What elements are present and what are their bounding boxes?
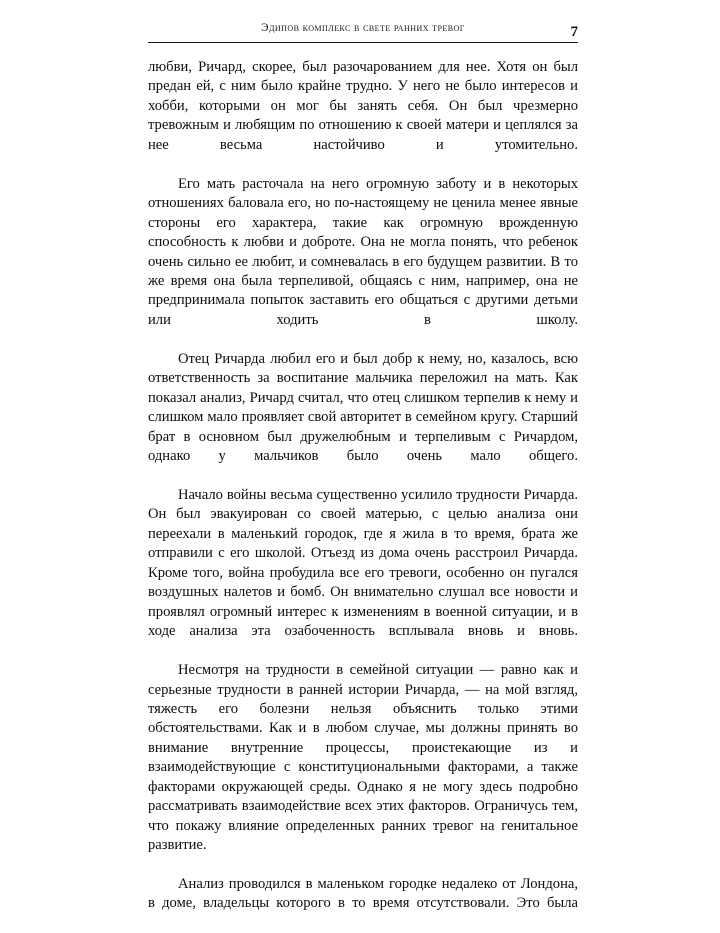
paragraph-4: Начало войны весьма существенно усилило трудности Ричарда. Он был эвакуирован со своей матерью, с целью анализа они переехали в маленький городок, где я жила в то время, брата же отправили с его школой. Отъезд из дома очень расстроил Ричарда. Кроме того, война пробудила все его тревоги, особенно он пугался воздушных налетов и бомб. Он внимательно слушал все новости и проявлял огромный интерес к изменениям в военной ситуации, и в ходе анализа эта озабоченность всплывала вновь и вновь. — [148, 486, 578, 640]
page-number: 7 — [570, 24, 578, 40]
paragraph-5: Несмотря на трудности в семейной ситуации — равно как и серьезные трудности в ранней истории Ричарда, — на мой взгляд, тяжесть его болезни нельзя объяснить только этими обстоятельствами. Как и в любом случае, мы должны принять во внимание внутренние процессы, проистекающие из и взаимодействующие с конституциональными факторами, а также факторами окружающей среды. Однако я не могу здесь подробно рассматривать взаимодействие всех этих факторов. Ограничусь тем, что покажу влияние определенных ранних тревог на генитальное развитие. — [148, 662, 578, 854]
paragraph-6: Анализ проводился в маленьком городке недалеко от Лондона, в доме, владельцы которого в то время отсутствовали. Это была — [148, 876, 578, 912]
running-head-title: Эдипов комплекс в свете ранних тревог — [261, 22, 465, 34]
running-head — [148, 22, 578, 40]
paragraph-3: Отец Ричарда любил его и был добр к нему, но, казалось, всю ответственность за воспитание мальчика переложил на мать. Как показал анализ, Ричард считал, что отец слишком терпелив к нему и слишком мало проявляет свой авторитет в семейном кругу. Старший брат в основном был дружелюбным и терпеливым с Ричардом, однако у мальчиков было очень мало общего. — [148, 350, 578, 465]
text-block — [148, 22, 578, 933]
header-rule — [148, 42, 578, 43]
paragraph-2: Его мать расточала на него огромную заботу и в некоторых отношениях баловала его, но по-настоящему не ценила менее явные стороны его характера, такие как огромную врожденную способность к любви и доброте. Она не могла понять, что ребенок очень сильно ее любит, и сомневалась в его будущем развитии. В то же время она была терпеливой, общаясь с ним, например, она не предпринимала попыток заставить его общаться с другими детьми или ходить в школу. — [148, 175, 578, 328]
paragraph-1: любви, Ричард, скорее, был разочарованием для нее. Хотя он был предан ей, с ним было крайне трудно. У него не было интересов и хобби, которыми он мог бы занять себя. Он был чрезмерно тревожным и любящим по отношению к своей матери и цеплялся за нее весьма настойчиво и утомительно. — [148, 59, 578, 153]
body-copy — [148, 58, 578, 933]
